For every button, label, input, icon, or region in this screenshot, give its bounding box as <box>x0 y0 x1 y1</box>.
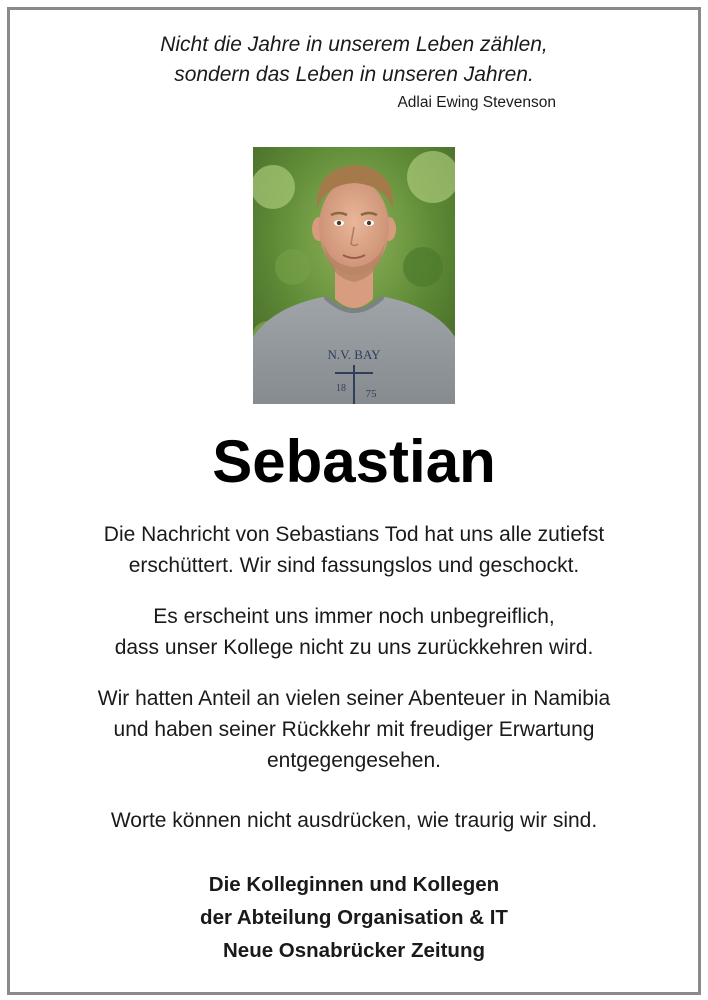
portrait-image <box>253 147 455 404</box>
quote-line-2: sondern das Leben in unseren Jahren. <box>174 63 534 86</box>
paragraph-3-line-3: entgegengesehen. <box>267 749 441 772</box>
deceased-name: Sebastian <box>212 428 496 495</box>
shirt-print-top: N.V. BAY <box>327 347 381 362</box>
shirt-print-year-right: 75 <box>365 388 377 400</box>
paragraph-3 <box>30 683 678 776</box>
quote <box>0 30 708 90</box>
paragraph-2-line-1: Es erscheint uns immer noch unbegreiflich, <box>153 605 555 628</box>
signature-line-2: der Abteilung Organisation & IT <box>200 906 508 929</box>
quote-author: Adlai Ewing Stevenson <box>397 94 556 111</box>
paragraph-2 <box>30 601 678 663</box>
paragraph-3-line-1: Wir hatten Anteil an vielen seiner Abenteuer in Namibia <box>97 687 611 710</box>
paragraph-4-line-1: Worte können nicht ausdrücken, wie traurig wir sind. <box>110 809 598 832</box>
paragraph-1-line-2: erschüttert. Wir sind fassungslos und geschockt. <box>128 554 580 577</box>
paragraph-1-line-1: Die Nachricht von Sebastians Tod hat uns alle zutiefst <box>103 523 605 546</box>
paragraph-3-line-2: und haben seiner Rückkehr mit freudiger Erwartung <box>113 718 595 741</box>
quote-line-1: Nicht die Jahre in unserem Leben zählen, <box>160 33 548 56</box>
signature-line-1: Die Kolleginnen und Kollegen <box>208 873 500 896</box>
signature <box>0 868 708 967</box>
paragraph-4 <box>30 805 678 836</box>
paragraph-2-line-2: dass unser Kollege nicht zu uns zurückkehren wird. <box>114 636 594 659</box>
paragraph-1 <box>30 519 678 581</box>
shirt-print-year-left: 18 <box>336 383 346 394</box>
portrait-photo <box>253 147 455 404</box>
signature-line-3: Neue Osnabrücker Zeitung <box>222 939 485 962</box>
